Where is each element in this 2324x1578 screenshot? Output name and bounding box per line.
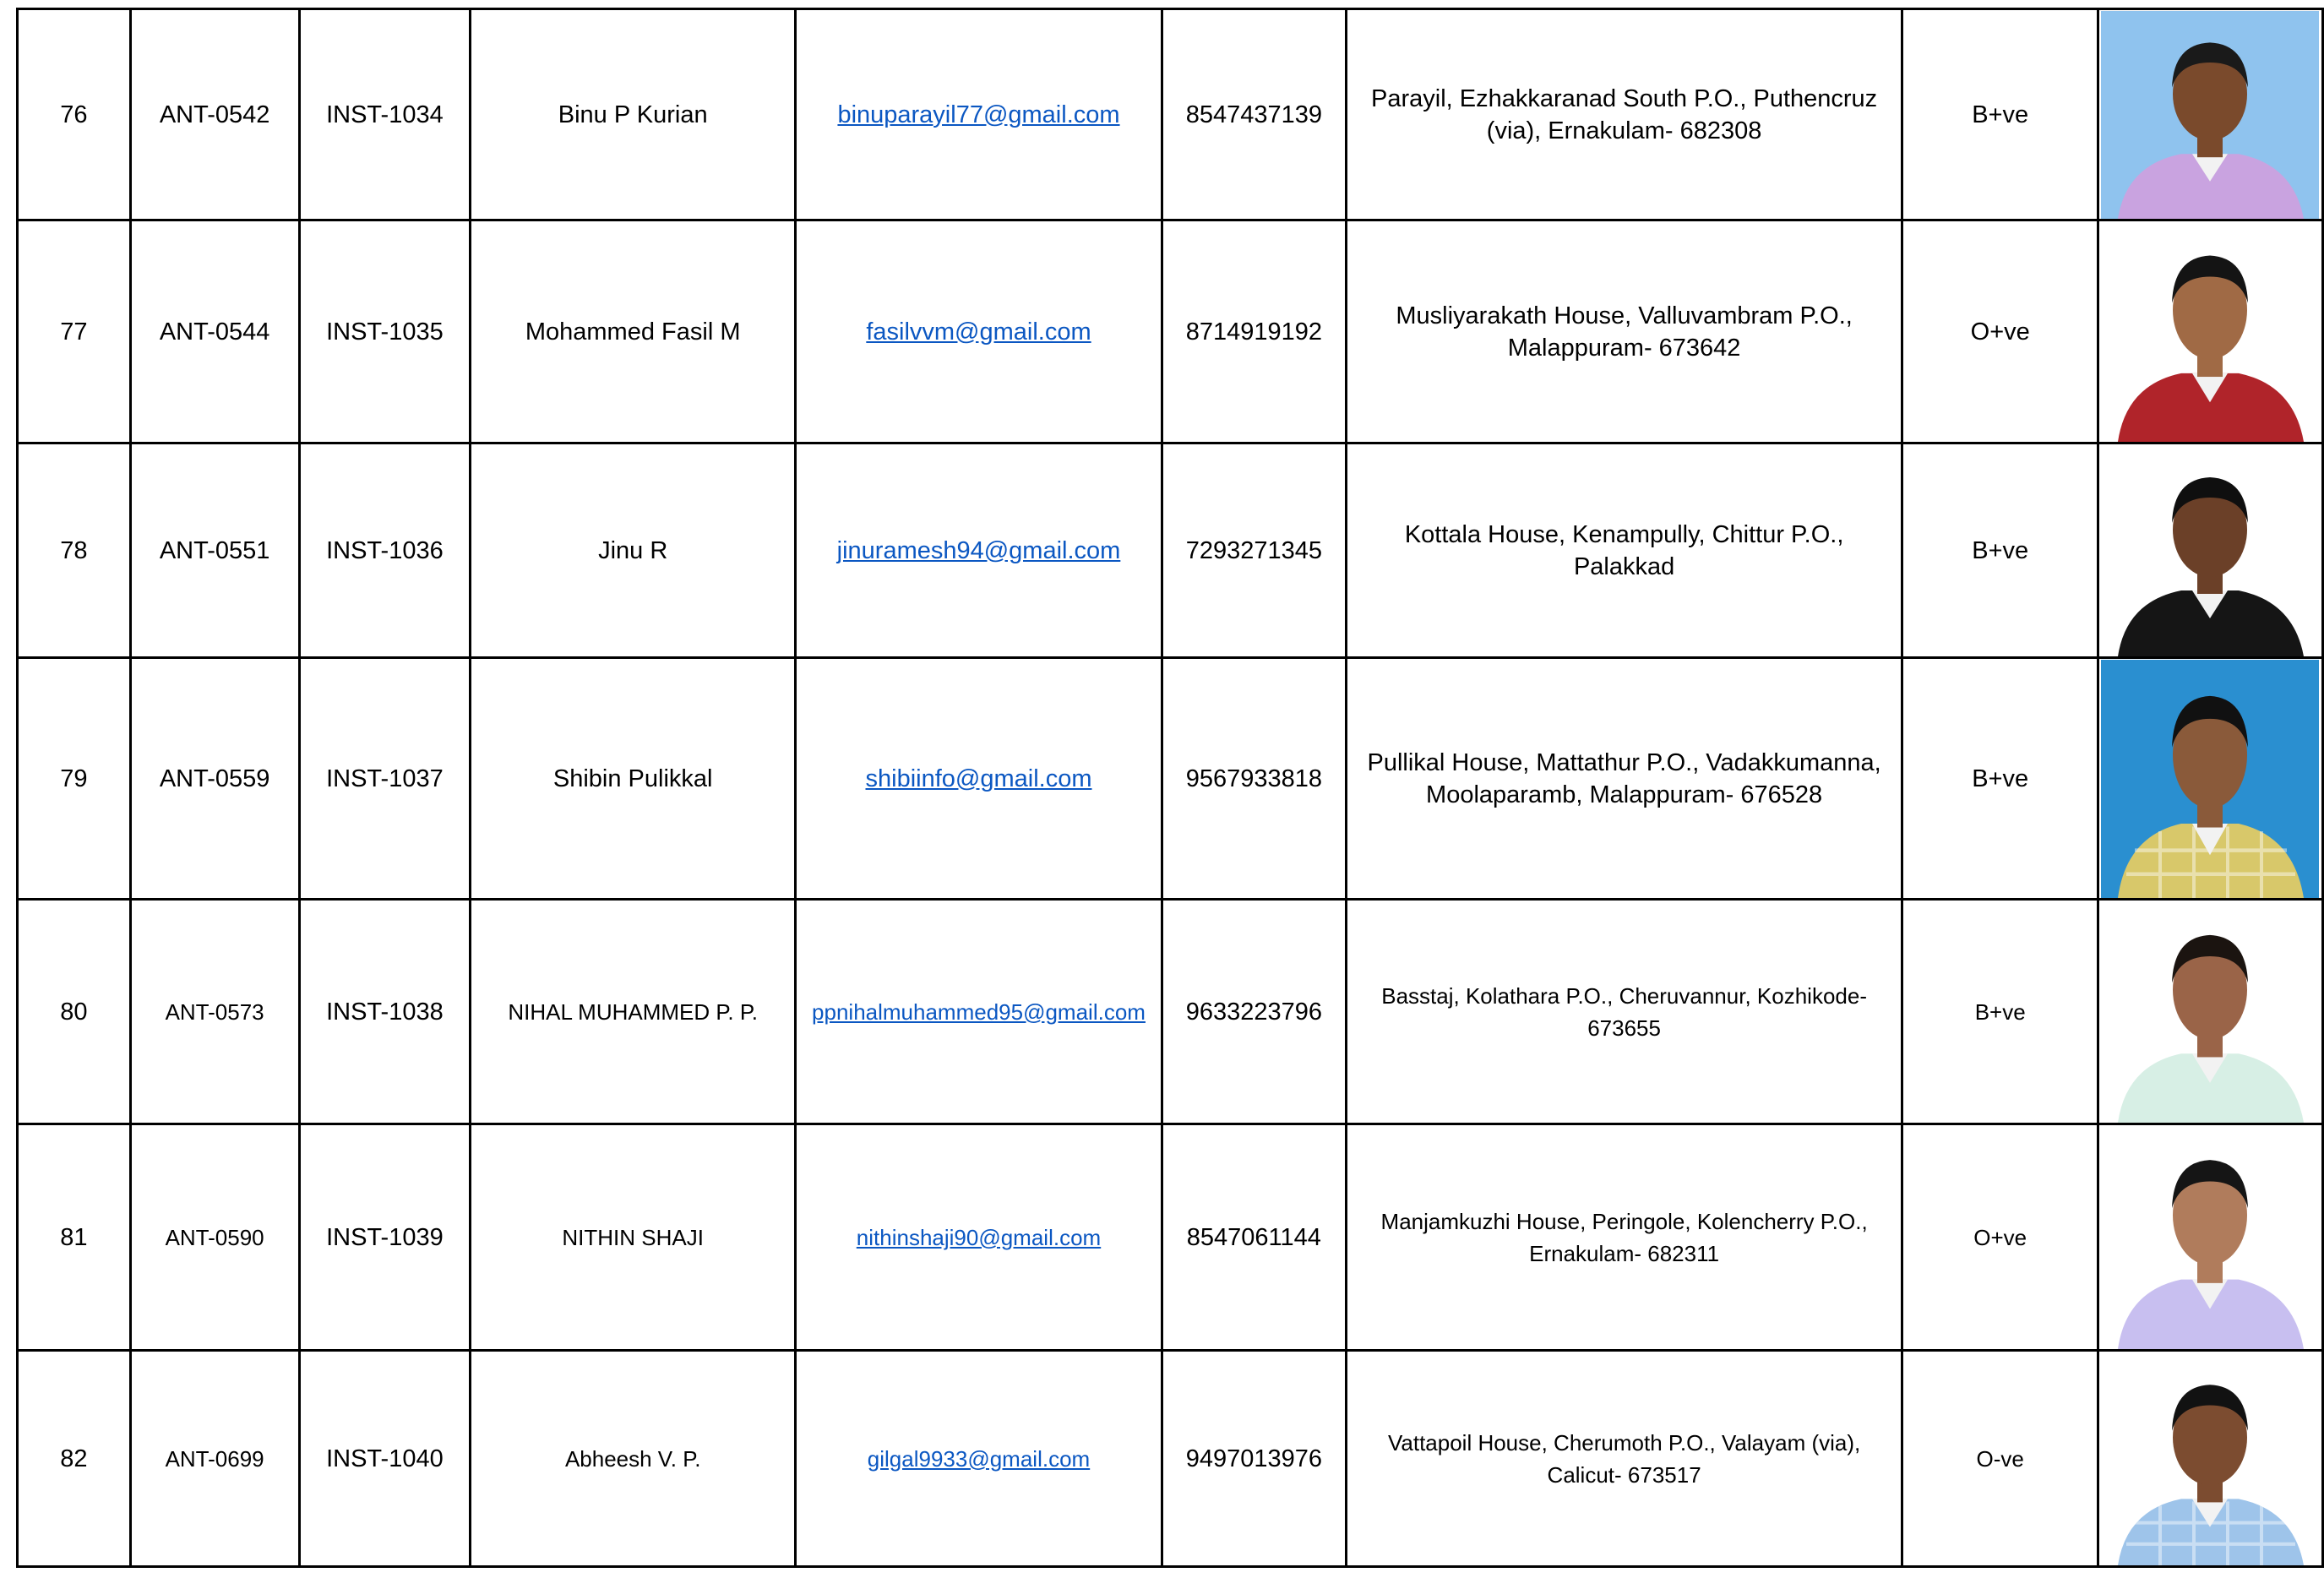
table-row	[18, 1124, 2323, 1351]
table-row	[18, 9, 2323, 220]
phone-cell: 8714919192	[1162, 220, 1346, 443]
serial-number-cell: 81	[18, 1124, 131, 1351]
phone-cell: 9633223796	[1162, 900, 1346, 1124]
email-cell	[796, 658, 1162, 900]
person-photo	[2101, 1352, 2319, 1565]
table-row	[18, 443, 2323, 658]
blood-group-cell: B+ve	[1902, 443, 2098, 658]
email-link[interactable]: fasilvvm@gmail.com	[866, 318, 1091, 346]
ant-id-cell: ANT-0699	[130, 1351, 299, 1567]
email-link[interactable]: jinuramesh94@gmail.com	[836, 536, 1121, 564]
person-photo	[2101, 11, 2319, 219]
photo-cell	[2098, 900, 2322, 1124]
inst-id-cell: INST-1038	[299, 900, 471, 1124]
address-cell: Kottala House, Kenampully, Chittur P.O., Palakkad	[1346, 443, 1902, 658]
serial-number-cell: 77	[18, 220, 131, 443]
blood-group-cell: B+ve	[1902, 9, 2098, 220]
ant-id-cell: ANT-0544	[130, 220, 299, 443]
photo-cell	[2098, 658, 2322, 900]
table-row	[18, 1351, 2323, 1567]
email-link[interactable]: gilgal9933@gmail.com	[867, 1445, 1091, 1472]
photo-cell	[2098, 443, 2322, 658]
serial-number-cell: 76	[18, 9, 131, 220]
serial-number-cell: 82	[18, 1351, 131, 1567]
photo-cell	[2098, 1351, 2322, 1567]
table-row	[18, 220, 2323, 443]
address-cell: Musliyarakath House, Valluvambram P.O., Malappuram- 673642	[1346, 220, 1902, 443]
name-cell: Abheesh V. P.	[471, 1351, 796, 1567]
serial-number-cell: 80	[18, 900, 131, 1124]
email-cell	[796, 220, 1162, 443]
blood-group-cell: B+ve	[1902, 658, 2098, 900]
email-link[interactable]: ppnihalmuhammed95@gmail.com	[812, 998, 1146, 1025]
ant-id-cell: ANT-0542	[130, 9, 299, 220]
email-cell	[796, 1124, 1162, 1351]
address-cell: Manjamkuzhi House, Peringole, Kolencherry P.O., Ernakulam- 682311	[1346, 1124, 1902, 1351]
blood-group-cell: O-ve	[1902, 1351, 2098, 1567]
phone-cell: 9567933818	[1162, 658, 1346, 900]
ant-id-cell: ANT-0559	[130, 658, 299, 900]
address-cell: Pullikal House, Mattathur P.O., Vadakkumanna, Moolaparamb, Malappuram- 676528	[1346, 658, 1902, 900]
phone-cell: 8547437139	[1162, 9, 1346, 220]
inst-id-cell: INST-1035	[299, 220, 471, 443]
blood-group-cell: O+ve	[1902, 220, 2098, 443]
inst-id-cell: INST-1034	[299, 9, 471, 220]
email-cell	[796, 9, 1162, 220]
person-photo	[2101, 1126, 2319, 1349]
ant-id-cell: ANT-0573	[130, 900, 299, 1124]
person-photo	[2101, 222, 2319, 442]
photo-cell	[2098, 9, 2322, 220]
name-cell: NIHAL MUHAMMED P. P.	[471, 900, 796, 1124]
table-body	[18, 9, 2323, 1567]
photo-cell	[2098, 220, 2322, 443]
phone-cell: 9497013976	[1162, 1351, 1346, 1567]
inst-id-cell: INST-1037	[299, 658, 471, 900]
person-photo	[2101, 445, 2319, 656]
blood-group-cell: O+ve	[1902, 1124, 2098, 1351]
table-row	[18, 658, 2323, 900]
email-link[interactable]: shibiinfo@gmail.com	[865, 765, 1092, 792]
serial-number-cell: 78	[18, 443, 131, 658]
photo-cell	[2098, 1124, 2322, 1351]
address-cell: Parayil, Ezhakkaranad South P.O., Puthencruz (via), Ernakulam- 682308	[1346, 9, 1902, 220]
ant-id-cell: ANT-0551	[130, 443, 299, 658]
email-link[interactable]: binuparayil77@gmail.com	[837, 101, 1120, 128]
phone-cell: 8547061144	[1162, 1124, 1346, 1351]
student-table	[16, 8, 2324, 1568]
inst-id-cell: INST-1036	[299, 443, 471, 658]
name-cell: Shibin Pulikkal	[471, 658, 796, 900]
table-row	[18, 900, 2323, 1124]
email-cell	[796, 443, 1162, 658]
inst-id-cell: INST-1040	[299, 1351, 471, 1567]
name-cell: Mohammed Fasil M	[471, 220, 796, 443]
person-photo	[2101, 901, 2319, 1123]
address-cell: Vattapoil House, Cherumoth P.O., Valayam (via), Calicut- 673517	[1346, 1351, 1902, 1567]
name-cell: Binu P Kurian	[471, 9, 796, 220]
email-cell	[796, 900, 1162, 1124]
blood-group-cell: B+ve	[1902, 900, 2098, 1124]
person-photo	[2101, 660, 2319, 898]
address-cell: Basstaj, Kolathara P.O., Cheruvannur, Kozhikode- 673655	[1346, 900, 1902, 1124]
email-link[interactable]: nithinshaji90@gmail.com	[856, 1224, 1102, 1250]
serial-number-cell: 79	[18, 658, 131, 900]
name-cell: Jinu R	[471, 443, 796, 658]
phone-cell: 7293271345	[1162, 443, 1346, 658]
ant-id-cell: ANT-0590	[130, 1124, 299, 1351]
email-cell	[796, 1351, 1162, 1567]
inst-id-cell: INST-1039	[299, 1124, 471, 1351]
name-cell: NITHIN SHAJI	[471, 1124, 796, 1351]
